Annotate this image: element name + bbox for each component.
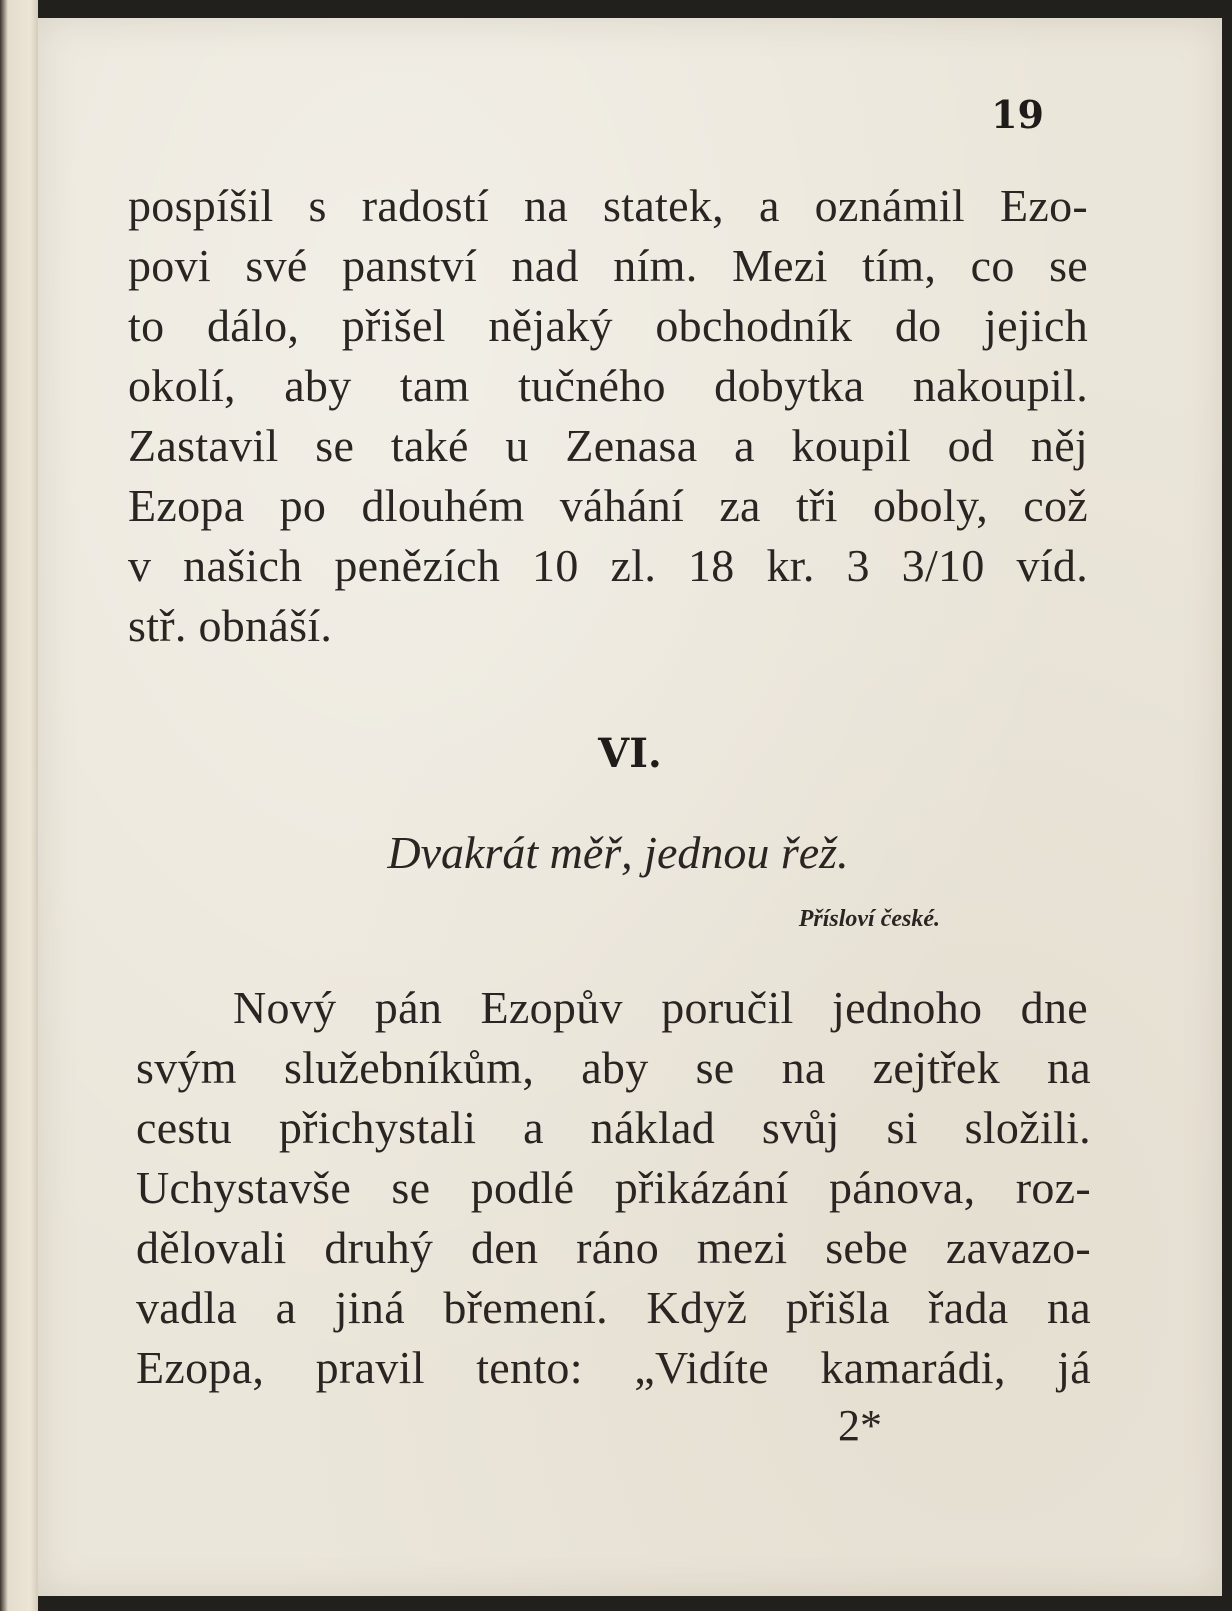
text-line: vadla a jiná břemení. Když přišla řada na (136, 1282, 1091, 1333)
proverb-source: Přísloví české. (798, 906, 940, 932)
text-line: Ezopa, pravil tento: „Vidíte kamarádi, já (136, 1342, 1091, 1393)
text-line: Ezopa po dlouhém váhání za tři oboly, což (128, 480, 1088, 531)
text-line: dělovali druhý den ráno mezi sebe zavazo- (136, 1222, 1091, 1273)
text-line: okolí, aby tam tučného dobytka nakoupil. (128, 360, 1088, 411)
text-line: Uchystavše se podlé přikázání pánova, roz- (136, 1162, 1091, 1213)
text-line: svým služebníkům, aby se na zejtřek na (136, 1042, 1091, 1093)
text-line: Nový pán Ezopův poručil jednoho dne (233, 982, 1088, 1033)
book-page (38, 18, 1222, 1596)
chapter-title: Dvakrát měř, jednou řež. (387, 827, 849, 878)
printer-signature-mark: 2* (838, 1401, 882, 1450)
text-line: v našich penězích 10 zl. 18 kr. 3 3/10 víd. (128, 540, 1088, 591)
text-line: povi své panství nad ním. Mezi tím, co se (128, 240, 1088, 291)
text-line: to dálo, přišel nějaký obchodník do jejich (128, 300, 1088, 351)
text-line: pospíšil s radostí na statek, a oznámil Ezo- (128, 180, 1088, 231)
text-line: cestu přichystali a náklad svůj si složili. (136, 1102, 1091, 1153)
text-line: stř. obnáší. (128, 600, 333, 651)
book-spine-edge (0, 0, 38, 1611)
page-number: 19 (991, 92, 1044, 137)
chapter-number: VI. (598, 730, 662, 777)
text-line: Zastavil se také u Zenasa a koupil od něj (128, 420, 1088, 471)
